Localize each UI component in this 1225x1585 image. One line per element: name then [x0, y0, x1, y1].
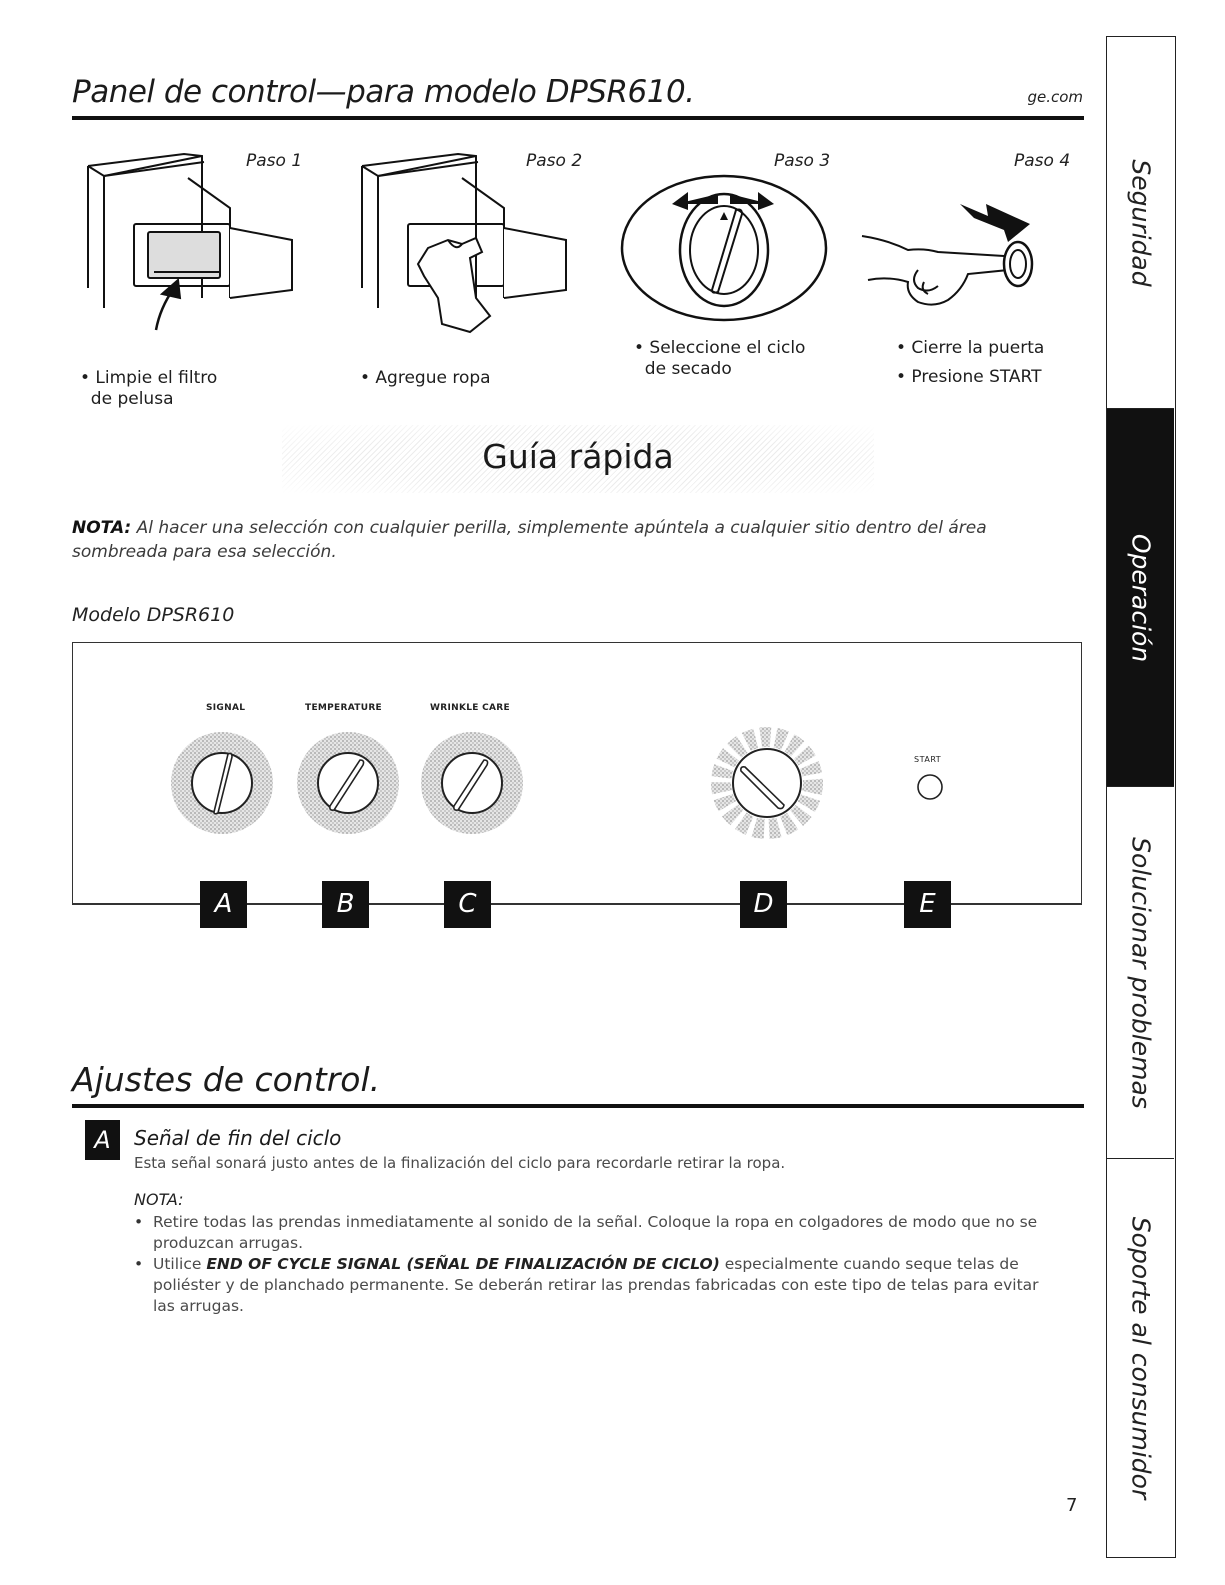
step-4-bullet-line-2: • Presione START	[896, 367, 1042, 387]
step-4-label: Paso 4	[1014, 151, 1071, 171]
add-clothes-illustration	[358, 148, 588, 348]
signal-knob-label: SIGNAL	[206, 703, 246, 713]
setting-a-title: Señal de fin del ciclo	[134, 1126, 342, 1150]
callout-c: C	[444, 881, 491, 928]
tab-soporte-al-consumidor[interactable]	[1107, 1159, 1174, 1556]
step-3-bullet	[634, 338, 805, 380]
step-3-bullet-line-2: de secado	[634, 359, 732, 379]
side-tabs	[1106, 36, 1176, 1558]
setting-a-note-label: NOTA:	[134, 1190, 184, 1209]
setting-a-note-1: • Retire todas las prendas inmediatamente al sonido de la señal. Coloque la ropa en colgadores de modo que no se produzcan arrugas.	[134, 1212, 1064, 1254]
step-2-label: Paso 2	[526, 151, 583, 171]
page-number: 7	[1066, 1495, 1078, 1516]
setting-a-note-2	[134, 1254, 1064, 1317]
setting-a-note-2-emphasis: END OF CYCLE SIGNAL (SEÑAL DE FINALIZACIÓN DE CICLO)	[206, 1255, 720, 1273]
start-button	[918, 775, 942, 799]
tab-seguridad-label: Seguridad	[1126, 158, 1155, 287]
temperature-knob	[297, 732, 399, 834]
setting-a-badge: A	[85, 1120, 120, 1160]
callout-d: D	[740, 881, 787, 928]
tab-solucionar-problemas-label: Solucionar problemas	[1126, 836, 1155, 1109]
note-text	[72, 516, 1062, 564]
title-divider	[72, 116, 1084, 120]
cycle-dial-illustration	[618, 174, 830, 324]
step-1-bullet	[80, 368, 217, 410]
panel-knobs	[150, 720, 990, 850]
step-3-label: Paso 3	[774, 151, 831, 171]
step-1-bullet-line-1: • Limpie el filtro	[80, 368, 218, 388]
tab-seguridad[interactable]	[1107, 37, 1174, 409]
setting-a-description: Esta señal sonará justo antes de la finalización del ciclo para recordarle retirar la ropa.	[134, 1154, 786, 1172]
site-link[interactable]: ge.com	[1027, 88, 1083, 106]
note-body: Al hacer una selección con cualquier perilla, simplemente apúntela a cualquier sitio dentro del área sombreada para esa selección.	[72, 518, 987, 562]
signal-knob	[171, 732, 273, 834]
wrinkle-care-knob-label: WRINKLE CARE	[430, 703, 510, 713]
setting-a-note-2-pre: Utilice	[153, 1255, 207, 1273]
press-start-illustration	[858, 190, 1048, 320]
setting-a-note-2-post: especialmente cuando seque telas de poliéster y de planchado permanente. Se deberán retirar las prendas fabricadas con este tipo de telas para evitar las arrugas.	[153, 1255, 1039, 1315]
model-heading: Modelo DPSR610	[72, 604, 235, 626]
page-title: Panel de control—para modelo DPSR610.	[72, 74, 695, 110]
step-3-bullet-line-1: • Seleccione el ciclo	[634, 338, 806, 358]
note-label: NOTA:	[72, 518, 132, 538]
quick-guide-title: Guía rápida	[482, 437, 674, 476]
tab-solucionar-problemas[interactable]	[1107, 787, 1174, 1159]
cycle-knob	[721, 737, 813, 829]
settings-title: Ajustes de control.	[72, 1060, 381, 1099]
setting-a-notes	[134, 1212, 1064, 1317]
callout-e: E	[904, 881, 951, 928]
start-button-label: START	[914, 755, 942, 764]
tab-operacion[interactable]	[1107, 409, 1174, 787]
callout-b: B	[322, 881, 369, 928]
wrinkle-care-knob	[421, 732, 523, 834]
step-1-label: Paso 1	[246, 151, 303, 171]
step-2-bullet-line-1: • Agregue ropa	[360, 368, 491, 388]
temperature-knob-label: TEMPERATURE	[305, 703, 383, 713]
step-2-bullet	[360, 368, 491, 389]
callout-a: A	[200, 881, 247, 928]
step-1-bullet-line-2: de pelusa	[80, 389, 174, 409]
lint-filter-illustration	[84, 148, 304, 338]
step-4-bullet-line-1: • Cierre la puerta	[896, 338, 1045, 358]
step-4-bullet	[896, 338, 1044, 388]
settings-divider	[72, 1104, 1084, 1108]
tab-operacion-label: Operación	[1126, 533, 1155, 662]
tab-soporte-al-consumidor-label: Soporte al consumidor	[1126, 1216, 1155, 1499]
